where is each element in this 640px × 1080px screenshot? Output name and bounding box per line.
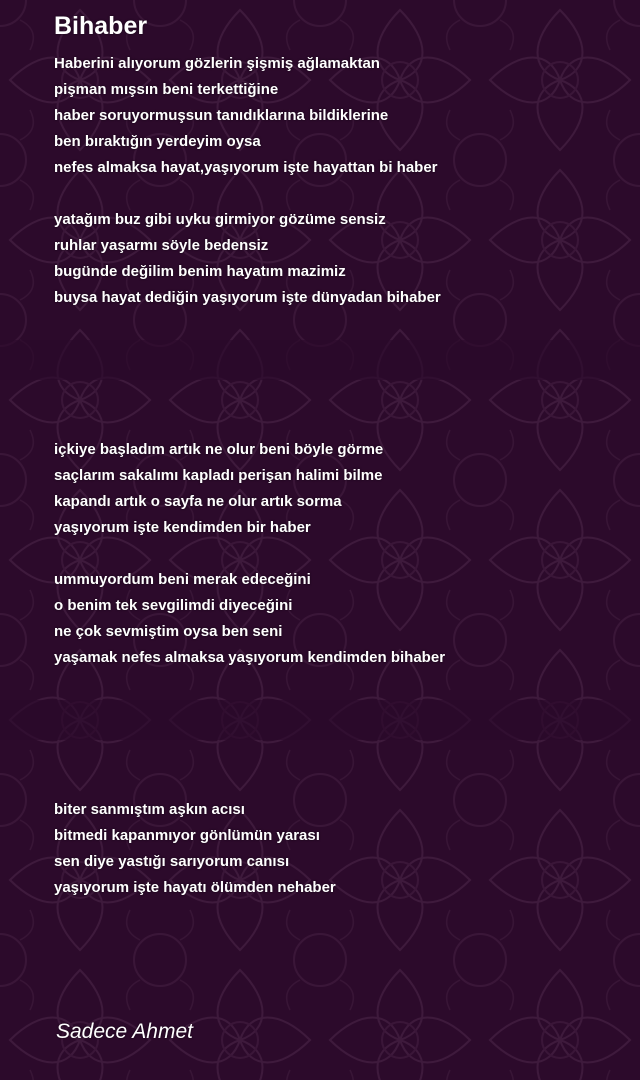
poem-line: yaşıyorum işte kendimden bir haber bbox=[54, 519, 311, 536]
poem-line: nefes almaksa hayat,yaşıyorum işte hayattan bi haber bbox=[54, 159, 438, 176]
poem-line: buysa hayat dediğin yaşıyorum işte dünyadan bihaber bbox=[54, 289, 441, 306]
author-name: Sadece Ahmet bbox=[56, 1020, 193, 1043]
stanza-2 bbox=[54, 207, 441, 311]
poem-line: yaşamak nefes almaksa yaşıyorum kendimden bihaber bbox=[54, 649, 446, 666]
poem-line: kapandı artık o sayfa ne olur artık sorma bbox=[54, 493, 342, 510]
poem-line: içkiye başladım artık ne olur beni böyle görme bbox=[54, 441, 384, 458]
poem-line: ne çok sevmiştim oysa ben seni bbox=[54, 623, 283, 640]
stanza-5 bbox=[54, 797, 336, 901]
poem-line: haber soruyormuşsun tanıdıklarına bildiklerine bbox=[54, 107, 389, 124]
poem-line: pişman mışsın beni terkettiğine bbox=[54, 81, 279, 98]
poem-line: saçlarım sakalımı kapladı perişan halimi bilme bbox=[54, 467, 383, 484]
poem-line: bitmedi kapanmıyor gönlümün yarası bbox=[54, 827, 320, 844]
poem-line: yaşıyorum işte hayatı ölümden nehaber bbox=[54, 879, 336, 896]
poem-line: ben bıraktığın yerdeyim oysa bbox=[54, 133, 261, 150]
poem-line: ruhlar yaşarmı söyle bedensiz bbox=[54, 237, 269, 254]
stanza-1 bbox=[54, 51, 438, 181]
poem-line: sen diye yastığı sarıyorum canısı bbox=[54, 853, 290, 870]
poem-line: o benim tek sevgilimdi diyeceğini bbox=[54, 597, 293, 614]
poem-line: yatağım buz gibi uyku girmiyor gözüme sensiz bbox=[54, 211, 386, 228]
stanza-4 bbox=[54, 567, 445, 671]
poem-title: Bihaber bbox=[54, 12, 148, 40]
poem-line: biter sanmıştım aşkın acısı bbox=[54, 801, 245, 818]
poem-line: bugünde değilim benim hayatım mazimiz bbox=[54, 263, 346, 280]
poem-line: Haberini alıyorum gözlerin şişmiş ağlamaktan bbox=[54, 55, 380, 72]
poem-line: ummuyordum beni merak edeceğini bbox=[54, 571, 311, 588]
stanza-3 bbox=[54, 437, 383, 541]
